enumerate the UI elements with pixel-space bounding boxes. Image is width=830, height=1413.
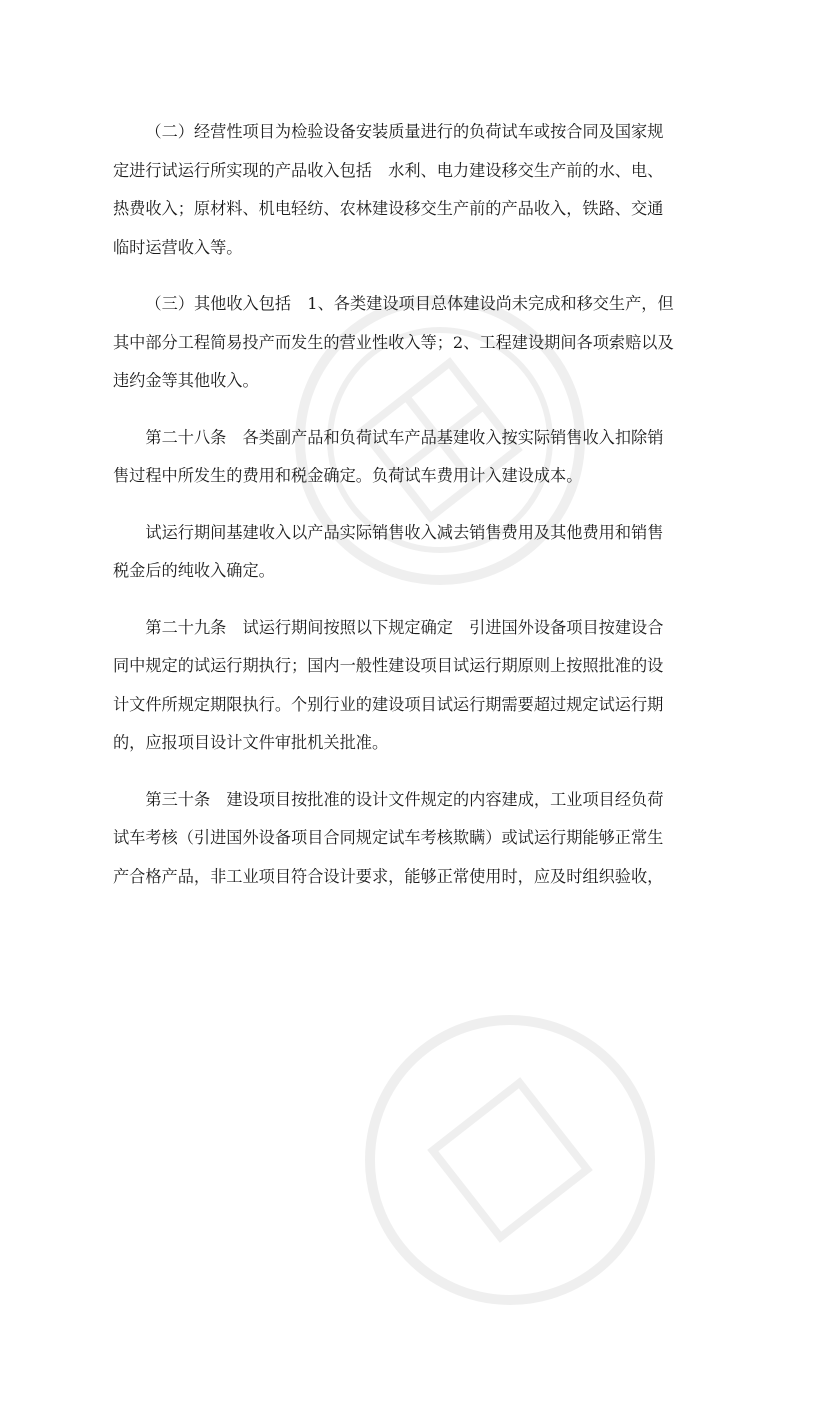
text-line: 违约金等其他收入。 <box>113 371 259 390</box>
paragraph-operating-income <box>113 113 717 267</box>
text-line: 临时运营收入等。 <box>113 237 243 257</box>
text-line: 售过程中所发生的费用和税金确定。负荷试车费用计入建设成本。 <box>113 466 583 485</box>
text-line: 试运行期间基建收入以产品实际销售收入减去销售费用及其他费用和销售 <box>145 522 664 542</box>
text-line: （二）经营性项目为检验设备安装质量进行的负荷试车或按合同及国家规 <box>145 122 664 141</box>
text-line: 定进行试运行所实现的产品收入包括 水利、电力建设移交生产前的水、电、 <box>113 160 664 180</box>
paragraph-article-30 <box>113 781 717 897</box>
text-line: 的，应报项目设计文件审批机关批准。 <box>113 733 389 752</box>
watermark-mark-bottom <box>299 949 720 1370</box>
paragraph-article-29 <box>113 609 717 763</box>
watermark-bottom <box>257 907 762 1412</box>
text-line: （三）其他收入包括 1、各类建设项目总体建设尚未完成和移交生产，但 <box>145 294 674 313</box>
text-line: 试车考核（引进国外设备项目合同规定试车考核欺瞒）或试运行期能够正常生 <box>113 828 664 847</box>
paragraph-trial-run-income <box>113 514 717 591</box>
paragraph-article-28 <box>113 419 717 496</box>
text-line: 同中规定的试运行期执行；国内一般性建设项目试运行期原则上按照批准的设 <box>113 656 664 675</box>
text-line: 热费收入；原材料、机电轻纺、农林建设移交生产前的产品收入，铁路、交通 <box>113 199 664 218</box>
body-text <box>113 113 717 914</box>
text-line: 第三十条 建设项目按批准的设计文件规定的内容建成，工业项目经负荷 <box>145 789 664 809</box>
text-line: 产合格产品，非工业项目符合设计要求，能够正常使用时，应及时组织验收， <box>113 866 664 886</box>
text-line: 计文件所规定期限执行。个别行业的建设项目试运行期需要超过规定试运行期 <box>113 694 664 714</box>
text-line: 第二十八条 各类副产品和负荷试车产品基建收入按实际销售收入扣除销 <box>145 427 664 447</box>
text-line: 其中部分工程简易投产而发生的营业性收入等；2、工程建设期间各项索赔以及 <box>113 332 674 352</box>
text-line: 第二十九条 试运行期间按照以下规定确定 引进国外设备项目按建设合 <box>145 617 664 637</box>
text-line: 税金后的纯收入确定。 <box>113 561 275 580</box>
paragraph-other-income <box>113 285 717 401</box>
